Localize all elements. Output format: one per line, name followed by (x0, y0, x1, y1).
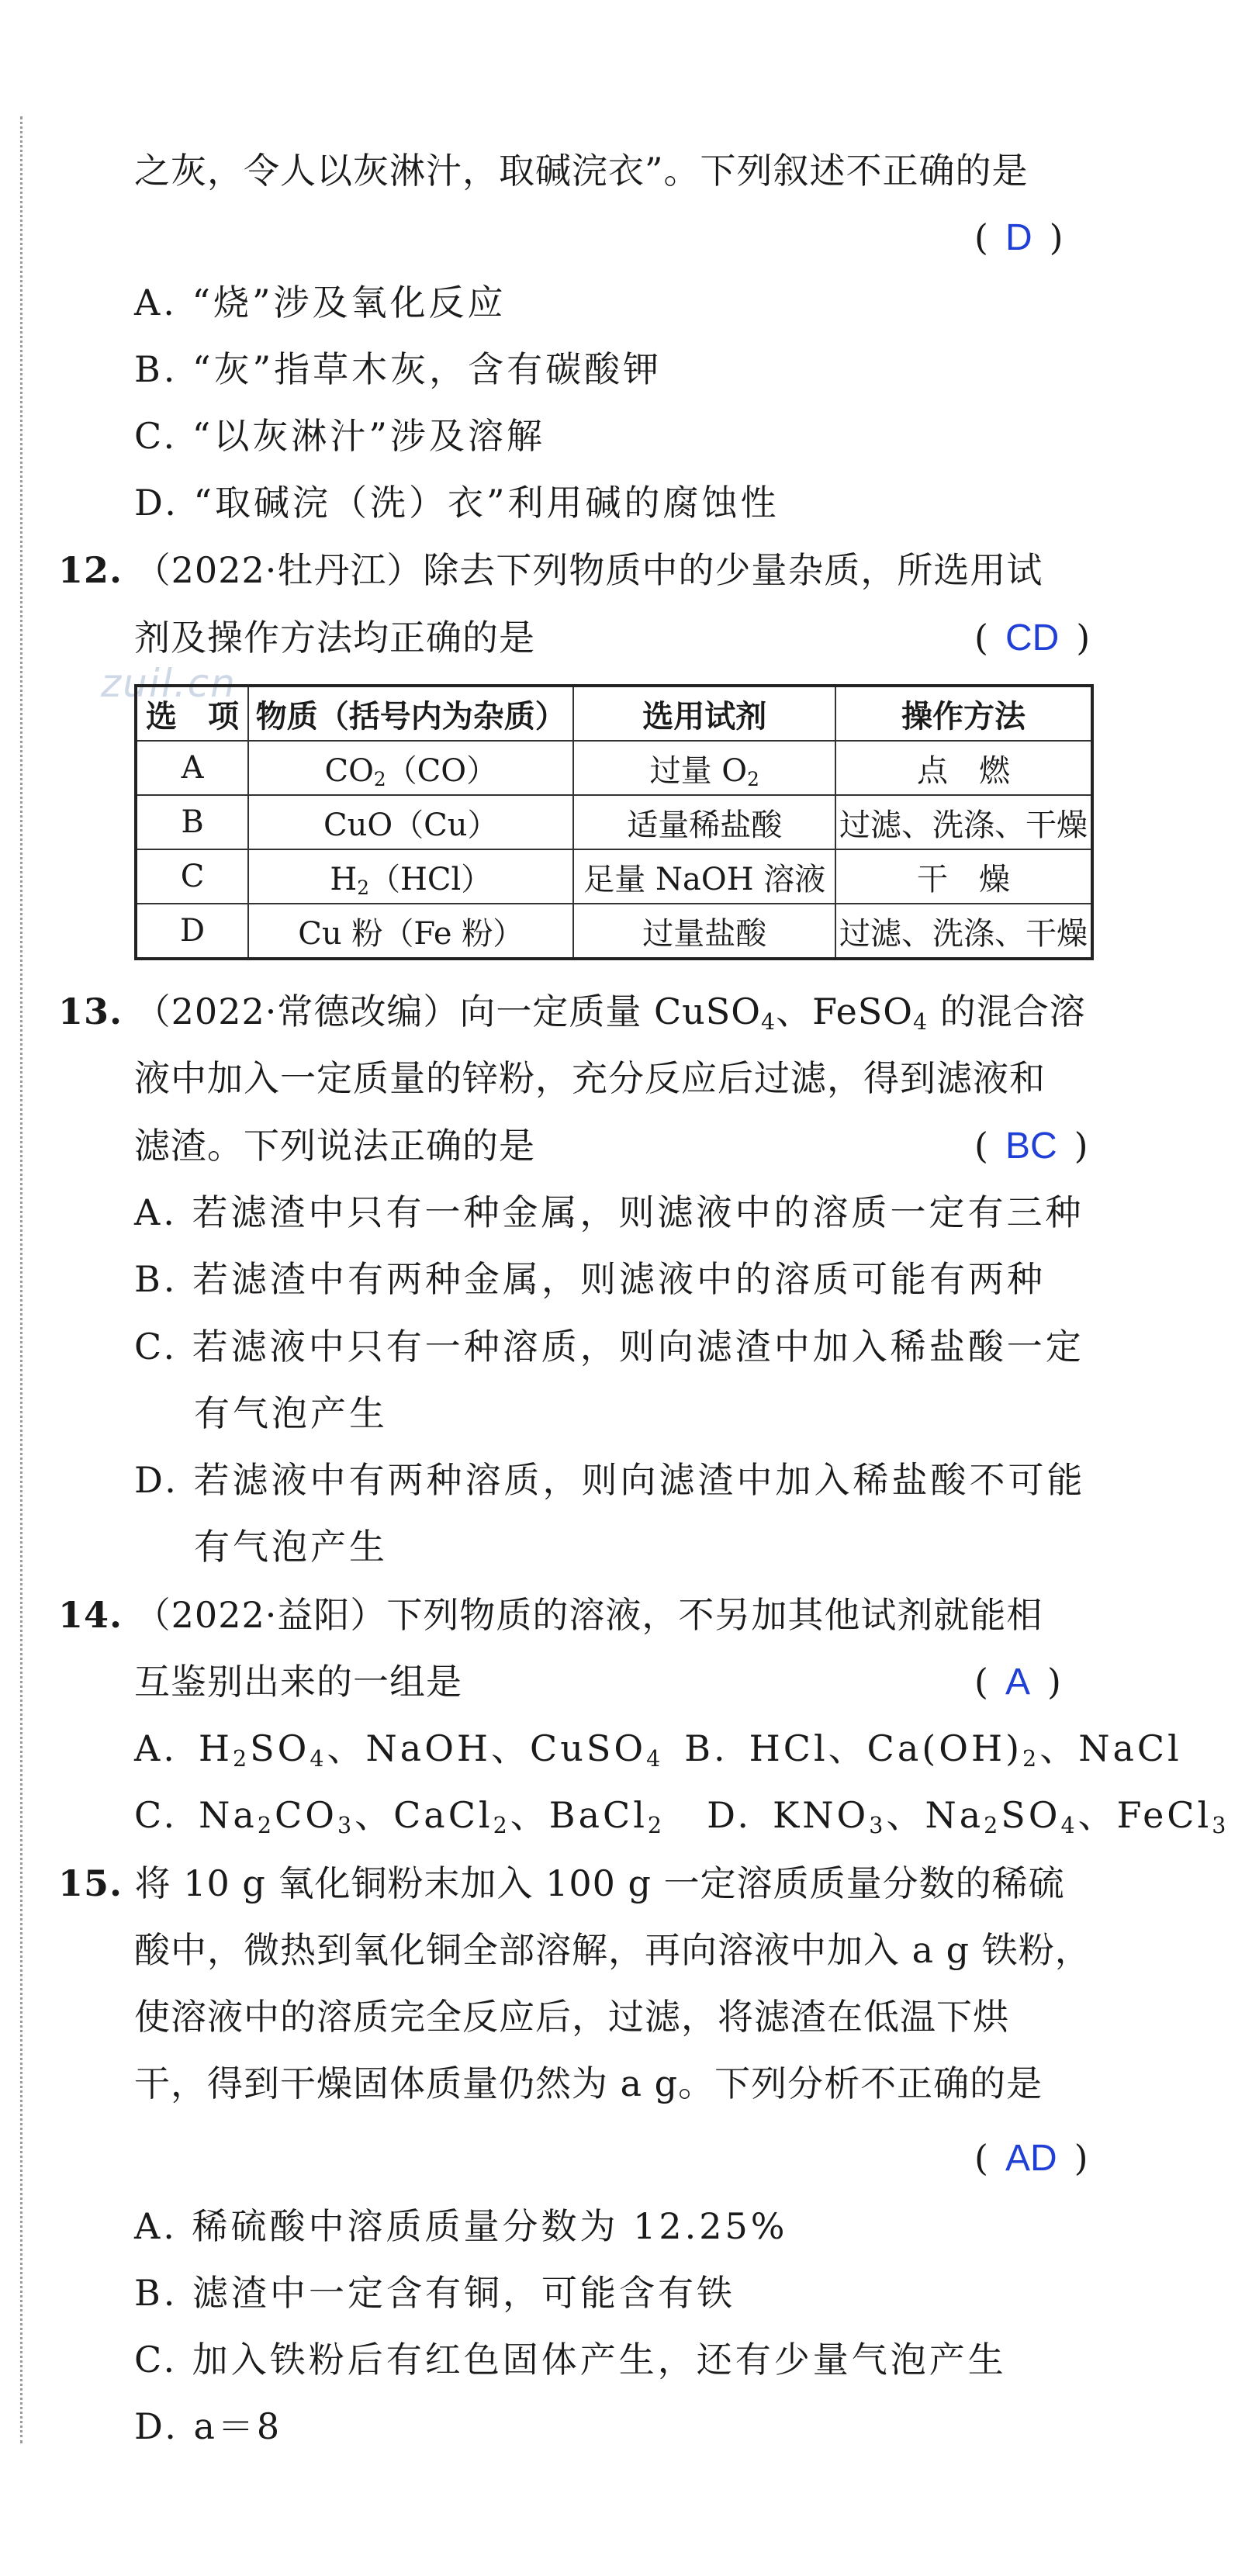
q13-option-a: A. 若滤渣中只有一种金属，则滤液中的溶质一定有三种 (134, 1191, 1084, 1233)
q15-stem-line1: 15. 将 10 g 氧化铜粉末加入 100 g 一定溶质质量分数的稀硫 (58, 1862, 1065, 1904)
q12-stem-line1: 12. （2022·牡丹江）除去下列物质中的少量杂质，所选用试 (58, 549, 1043, 591)
row-substance: CuO（Cu） (248, 795, 573, 849)
q13-option-b: B. 若滤渣中有两种金属，则滤液中的溶质可能有两种 (134, 1258, 1046, 1300)
row-option: C (136, 849, 248, 904)
row-method: 干 燥 (835, 849, 1092, 904)
row-option: D (136, 904, 248, 959)
q15-option-a: A. 稀硫酸中溶质质量分数为 12.25% (134, 2205, 788, 2247)
q15-stem-line4: 干，得到干燥固体质量仍然为 a g。下列分析不正确的是 (134, 2063, 1043, 2104)
q15-option-c: C. 加入铁粉后有红色固体产生，还有少量气泡产生 (134, 2339, 1007, 2381)
row-substance: $CO_2(CO)$ (248, 741, 573, 795)
q15-answer: AD (1005, 2138, 1057, 2179)
q12-options-table (134, 684, 1094, 960)
q12-stem-line2: 剂及操作方法均正确的是 (134, 617, 535, 659)
binding-margin-dotted-line (20, 116, 22, 2443)
q13-stem-line3: 滤渣。下列说法正确的是 (134, 1125, 535, 1167)
q14-option-row1: A. $H_2SO_4$、NaOH、CuSO$_4$ B. HCl、$Ca(OH)_2$、NaCl (134, 1727, 1182, 1772)
table-row (136, 849, 1092, 904)
q15-stem-line3: 使溶液中的溶质完全反应后，过滤，将滤渣在低温下烘 (134, 1996, 1009, 2038)
table-row (136, 741, 1092, 795)
q15-stem-line2: 酸中，微热到氧化铜全部溶解，再向溶液中加入 a g 铁粉， (134, 1929, 1091, 1971)
row-substance: $H_2(HCl)$ (248, 849, 573, 904)
q13-stem-line1: 13. （2022·常德改编）向一定质量 CuSO$_4$、FeSO$_4$ 的混合溶 (58, 991, 1086, 1036)
table-row (136, 795, 1092, 849)
table-header-reagent: 选用试剂 (573, 686, 835, 741)
q13-option-d-cont: 有气泡产生 (194, 1526, 388, 1568)
q14-number: 14. (58, 1594, 123, 1636)
row-method: 过滤、洗涤、干燥 (835, 795, 1092, 849)
q14-stem-line2: 互鉴别出来的一组是 (134, 1661, 462, 1703)
q13-option-c: C. 若滤液中只有一种溶质，则向滤渣中加入稀盐酸一定 (134, 1326, 1084, 1368)
q15-number: 15. (58, 1862, 123, 1904)
row-reagent: 适量稀盐酸 (573, 795, 835, 849)
q14-option-row2: C. $Na_2CO_3$、CaCl$_2$、BaCl$_2$ D. $KNO_3$、$Na_2SO_4$、FeCl$_3$ (134, 1794, 1230, 1839)
table-header-substance: 物质（括号内为杂质） (248, 686, 573, 741)
site-watermark: zuil.cn (101, 661, 237, 706)
q11-stem-line: 之灰，令人以灰淋汁，取碱浣衣”。下列叙述不正确的是 (134, 150, 1029, 192)
row-substance: Cu 粉（Fe 粉） (248, 904, 573, 959)
row-method: 过滤、洗涤、干燥 (835, 904, 1092, 959)
q14-answer-box: ( A ) (974, 1661, 1061, 1703)
q13-number: 13. (58, 991, 123, 1032)
q13-answer-box: ( BC ) (974, 1125, 1088, 1167)
q12-answer-box: ( CD ) (974, 617, 1091, 659)
q14-answer: A (1005, 1661, 1030, 1703)
q15-answer-box: ( AD ) (974, 2137, 1088, 2179)
row-option: B (136, 795, 248, 849)
q11-answer: D (1005, 217, 1032, 258)
row-option: A (136, 741, 248, 795)
q12-answer: CD (1005, 617, 1060, 659)
q15-option-d: D. a＝8 (134, 2405, 283, 2447)
row-reagent: 足量 NaOH 溶液 (573, 849, 835, 904)
q13-option-c-cont: 有气泡产生 (194, 1392, 388, 1434)
q11-option-d: D. “取碱浣（洗）衣”利用碱的腐蚀性 (134, 482, 780, 524)
table-header-row (136, 686, 1092, 741)
row-reagent: 过量 $O_2$ (573, 741, 835, 795)
q13-stem-line2: 液中加入一定质量的锌粉，充分反应后过滤，得到滤液和 (134, 1057, 1046, 1099)
q13-answer: BC (1005, 1125, 1057, 1167)
table-header-method: 操作方法 (835, 686, 1092, 741)
q14-stem-line1: 14. （2022·益阳）下列物质的溶液，不另加其他试剂就能相 (58, 1594, 1043, 1636)
row-method: 点 燃 (835, 741, 1092, 795)
q12-number: 12. (58, 549, 123, 591)
row-reagent: 过量盐酸 (573, 904, 835, 959)
q11-option-c: C. “以灰淋汁”涉及溶解 (134, 415, 545, 457)
q15-option-b: B. 滤渣中一定含有铜，可能含有铁 (134, 2272, 736, 2314)
q13-option-d: D. 若滤液中有两种溶质，则向滤渣中加入稀盐酸不可能 (134, 1459, 1086, 1501)
q11-option-b: B. “灰”指草木灰，含有碳酸钾 (134, 348, 662, 390)
q11-option-a: A. “烧”涉及氧化反应 (134, 282, 507, 323)
q11-answer-box: ( D ) (974, 216, 1064, 258)
table-row (136, 904, 1092, 959)
table-header-option: 选 项 (136, 686, 248, 741)
